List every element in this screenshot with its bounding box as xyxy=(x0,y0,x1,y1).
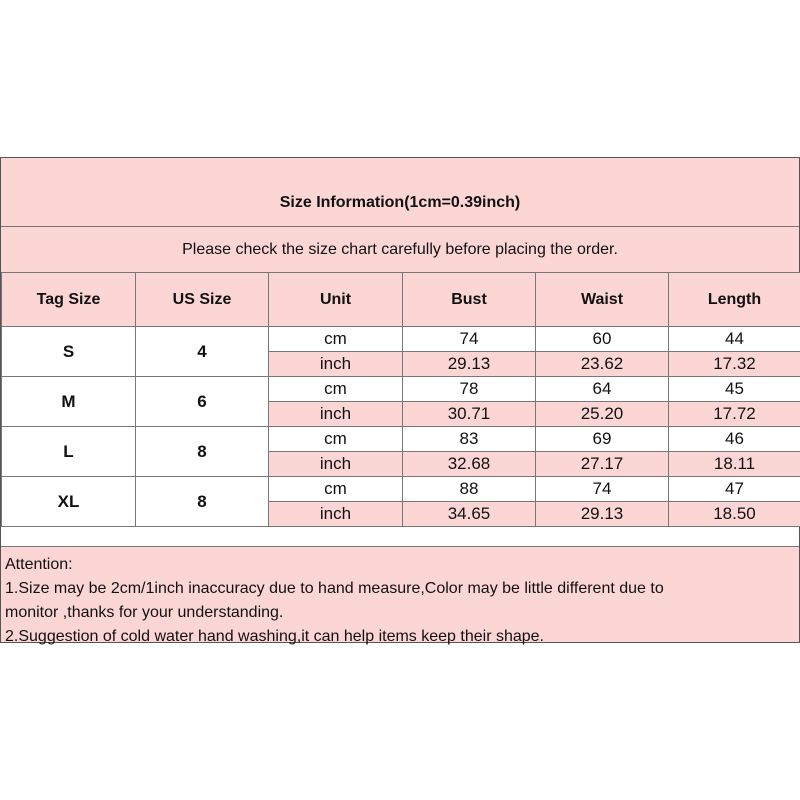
length-cell: 18.50 xyxy=(669,502,800,527)
tag-size-cell: M xyxy=(2,377,136,427)
tag-size-cell: XL xyxy=(2,477,136,527)
size-chart xyxy=(0,157,800,643)
unit-cell: cm xyxy=(269,377,403,402)
unit-cell: cm xyxy=(269,427,403,452)
waist-cell: 69 xyxy=(536,427,669,452)
table-row xyxy=(2,427,800,452)
length-cell: 17.32 xyxy=(669,352,800,377)
waist-cell: 25.20 xyxy=(536,402,669,427)
length-cell: 45 xyxy=(669,377,800,402)
chart-subtitle: Please check the size chart carefully before placing the order. xyxy=(1,226,799,272)
length-cell: 18.11 xyxy=(669,452,800,477)
unit-cell: inch xyxy=(269,452,403,477)
waist-cell: 60 xyxy=(536,327,669,352)
size-table xyxy=(1,272,800,527)
us-size-cell: 6 xyxy=(136,377,269,427)
unit-cell: inch xyxy=(269,402,403,427)
waist-cell: 64 xyxy=(536,377,669,402)
length-cell: 47 xyxy=(669,477,800,502)
column-header: Waist xyxy=(536,273,669,327)
tag-size-cell: L xyxy=(2,427,136,477)
note-line: monitor ,thanks for your understanding. xyxy=(5,604,284,621)
table-header-row xyxy=(2,273,800,327)
notes-heading: Attention: xyxy=(5,556,73,573)
bust-cell: 29.13 xyxy=(403,352,536,377)
column-header: Unit xyxy=(269,273,403,327)
attention-notes xyxy=(1,546,799,645)
waist-cell: 29.13 xyxy=(536,502,669,527)
us-size-cell: 8 xyxy=(136,477,269,527)
length-cell: 44 xyxy=(669,327,800,352)
waist-cell: 74 xyxy=(536,477,669,502)
column-header: Bust xyxy=(403,273,536,327)
column-header: Length xyxy=(669,273,800,327)
table-row xyxy=(2,477,800,502)
length-cell: 46 xyxy=(669,427,800,452)
note-line: 1.Size may be 2cm/1inch inaccuracy due to hand measure,Color may be little different due to xyxy=(5,580,664,597)
length-cell: 17.72 xyxy=(669,402,800,427)
note-line: 2.Suggestion of cold water hand washing,it can help items keep their shape. xyxy=(5,628,544,645)
bust-cell: 32.68 xyxy=(403,452,536,477)
unit-cell: inch xyxy=(269,352,403,377)
tag-size-cell: S xyxy=(2,327,136,377)
unit-cell: cm xyxy=(269,477,403,502)
us-size-cell: 4 xyxy=(136,327,269,377)
waist-cell: 27.17 xyxy=(536,452,669,477)
unit-cell: inch xyxy=(269,502,403,527)
waist-cell: 23.62 xyxy=(536,352,669,377)
bust-cell: 88 xyxy=(403,477,536,502)
bust-cell: 78 xyxy=(403,377,536,402)
table-row xyxy=(2,327,800,352)
bust-cell: 34.65 xyxy=(403,502,536,527)
table-row xyxy=(2,377,800,402)
column-header: Tag Size xyxy=(2,273,136,327)
bust-cell: 83 xyxy=(403,427,536,452)
bust-cell: 30.71 xyxy=(403,402,536,427)
chart-title: Size Information(1cm=0.39inch) xyxy=(1,158,799,226)
us-size-cell: 8 xyxy=(136,427,269,477)
column-header: US Size xyxy=(136,273,269,327)
bust-cell: 74 xyxy=(403,327,536,352)
unit-cell: cm xyxy=(269,327,403,352)
